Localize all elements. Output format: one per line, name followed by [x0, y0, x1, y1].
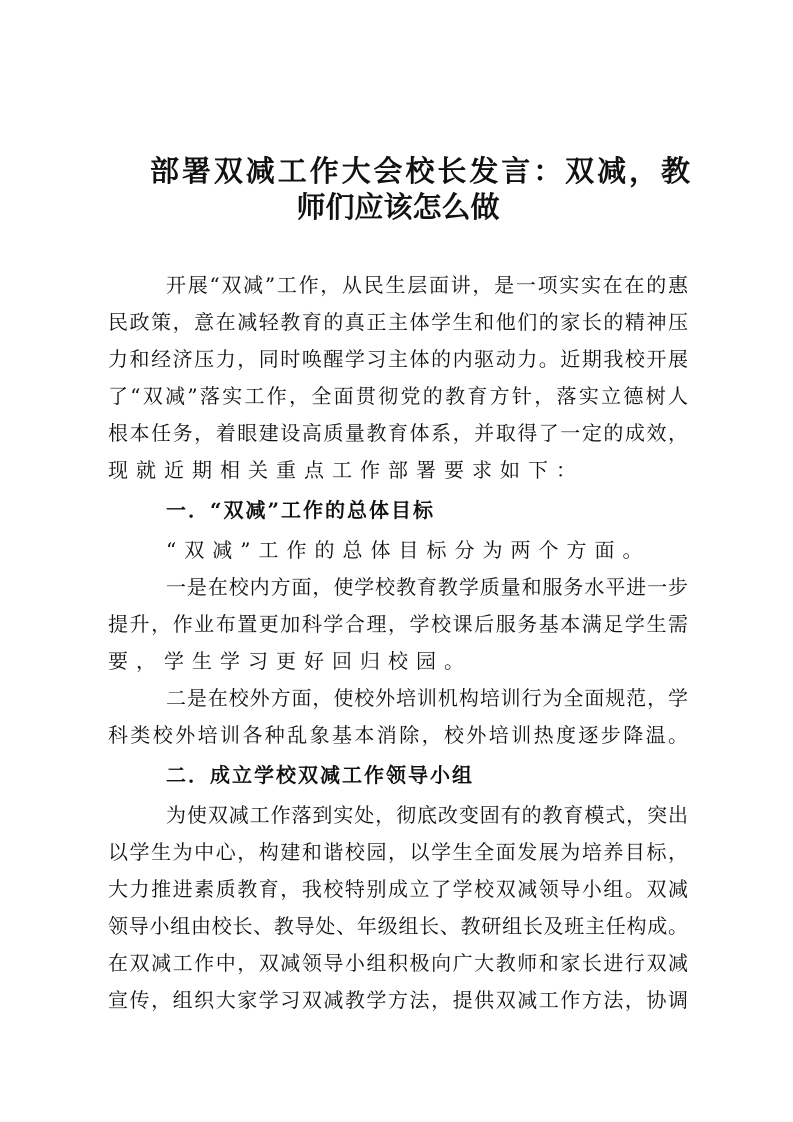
text-line: 提升，作业布置更加科学合理，学校课后服务基本满足学生需: [108, 612, 688, 636]
text-line: 为使双减工作落到实处，彻底改变固有的教育模式，突出: [166, 803, 688, 827]
text-line: 领导小组由校长、教导处、年级组长、教研组长及班主任构成。: [108, 914, 688, 938]
text-line: 民政策，意在减轻教育的真正主体学生和他们的家长的精神压: [108, 310, 688, 334]
text-line: 大力推进素质教育，我校特别成立了学校双减领导小组。双减: [108, 877, 688, 901]
paragraph: [108, 267, 688, 489]
text-line: 二是在校外方面，使校外培训机构培训行为全面规范，学: [166, 686, 688, 710]
paragraph: [108, 532, 688, 569]
text-line: 宣传，组织大家学习双减教学方法，提供双减工作方法，协调: [108, 988, 688, 1012]
section-heading: [108, 489, 688, 532]
document-title-line-1: 部署双减工作大会校长发言：双减，教: [150, 154, 690, 188]
text-line: 一是在校内方面，使学校教育教学质量和服务水平进一步: [166, 575, 688, 599]
paragraph: [108, 797, 688, 1019]
text-line: 二．成立学校双减工作领导小组: [166, 763, 474, 787]
paragraph: [108, 680, 688, 754]
text-line: 根本任务，着眼建设高质量教育体系，并取得了一定的成效，: [108, 421, 688, 445]
text-line: 科类校外培训各种乱象基本消除，校外培训热度逐步降温。: [108, 723, 688, 747]
text-line: 以学生为中心，构建和谐校园，以学生全面发展为培养目标，: [108, 840, 688, 864]
document-title-line-2: 师们应该怎么做: [296, 190, 500, 224]
text-line: 开展“双减”工作，从民生层面讲，是一项实实在在的惠: [166, 273, 688, 297]
text-line: 一．“双减”工作的总体目标: [166, 498, 436, 522]
text-line: “双减”工作的总体目标分为两个方面。: [166, 538, 651, 562]
text-line: 现就近期相关重点工作部署要求如下：: [108, 458, 584, 482]
text-line: 了“双减”落实工作，全面贯彻党的教育方针，落实立德树人: [108, 384, 688, 408]
paragraph: [108, 569, 688, 680]
text-line: 要，学生学习更好回归校园。: [108, 649, 472, 673]
text-line: 在双减工作中，双减领导小组积极向广大教师和家长进行双减: [108, 951, 688, 975]
section-heading: [108, 754, 688, 797]
document-body: [108, 267, 688, 1019]
text-line: 力和经济压力，同时唤醒学习主体的内驱动力。近期我校开展: [108, 347, 688, 371]
